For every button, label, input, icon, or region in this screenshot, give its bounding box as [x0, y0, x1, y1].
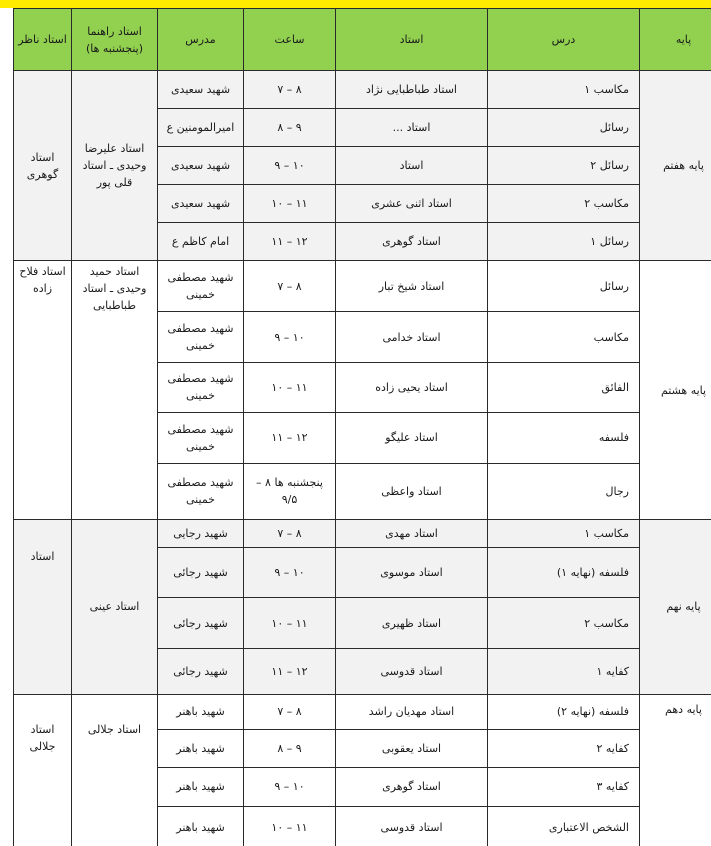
class-schedule-table	[13, 8, 711, 846]
subject-cell: مکاسب ۱	[488, 519, 640, 548]
subject-cell: مکاسب ۲	[488, 185, 640, 223]
teacher-cell: استاد قدوسی	[336, 649, 488, 694]
subject-cell: مکاسب ۱	[488, 71, 640, 109]
guide-cell: استاد عینی	[72, 519, 158, 694]
school-cell: شهید رجائی	[158, 649, 244, 694]
header-guide: استاد راهنما (پنجشنبه ها)	[72, 9, 158, 71]
school-cell: شهید رجایی	[158, 519, 244, 548]
teacher-cell: استاد گوهری	[336, 223, 488, 261]
school-cell: شهید مصطفی خمینی	[158, 464, 244, 520]
time-cell: ۹ – ۸	[244, 729, 336, 767]
school-cell: شهید مصطفی خمینی	[158, 311, 244, 362]
time-cell: ۸ – ۷	[244, 261, 336, 311]
time-cell: ۱۱ – ۱۰	[244, 185, 336, 223]
subject-cell: کفایه ۱	[488, 649, 640, 694]
teacher-cell: استاد ...	[336, 109, 488, 147]
teacher-cell: استاد ظهیری	[336, 597, 488, 648]
school-cell: شهید باهنر	[158, 767, 244, 806]
subject-cell: مکاسب ۲	[488, 597, 640, 648]
teacher-cell: استاد یحیی زاده	[336, 363, 488, 412]
time-cell: ۱۱ – ۱۰	[244, 597, 336, 648]
teacher-cell: استاد طباطبایی نژاد	[336, 71, 488, 109]
header-teacher: استاد	[336, 9, 488, 71]
grade-base-cell: پایه هشتم	[640, 261, 711, 519]
header-school: مدرس	[158, 9, 244, 71]
school-cell: شهید باهنر	[158, 806, 244, 846]
teacher-cell: استاد یعقوبی	[336, 729, 488, 767]
supervisor-cell: استاد جلالی	[14, 694, 72, 846]
teacher-cell: استاد مهدی	[336, 519, 488, 548]
school-cell: شهید مصطفی خمینی	[158, 412, 244, 463]
school-cell: شهید باهنر	[158, 694, 244, 729]
time-cell: ۱۱ – ۱۰	[244, 806, 336, 846]
subject-cell: کفایه ۳	[488, 767, 640, 806]
header-time: ساعت	[244, 9, 336, 71]
time-cell: ۱۰ – ۹	[244, 147, 336, 185]
teacher-cell: استاد قدوسی	[336, 806, 488, 846]
time-cell: ۹ – ۸	[244, 109, 336, 147]
school-cell: شهید رجائی	[158, 548, 244, 597]
time-cell: ۱۱ – ۱۰	[244, 363, 336, 412]
subject-cell: رجال	[488, 464, 640, 520]
time-cell: ۸ – ۷	[244, 71, 336, 109]
school-cell: شهید مصطفی خمینی	[158, 261, 244, 311]
subject-cell: الفائق	[488, 363, 640, 412]
guide-cell: استاد علیرضا وحیدی ـ استاد قلی پور	[72, 71, 158, 261]
subject-cell: رسائل	[488, 109, 640, 147]
time-cell: ۱۲ – ۱۱	[244, 412, 336, 463]
supervisor-cell: استاد فلاح زاده	[14, 261, 72, 519]
grade-group-7	[14, 71, 711, 261]
time-cell: ۱۰ – ۹	[244, 311, 336, 362]
subject-cell: فلسفه (نهایه ۲)	[488, 694, 640, 729]
table-row	[14, 694, 711, 729]
teacher-cell: استاد شیخ تبار	[336, 261, 488, 311]
grade-base-cell: پایه دهم	[640, 694, 711, 846]
subject-cell: رسائل ۲	[488, 147, 640, 185]
grade-group-8	[14, 261, 711, 519]
teacher-cell: استاد علیگو	[336, 412, 488, 463]
table-row	[14, 519, 711, 548]
time-cell: ۱۲ – ۱۱	[244, 223, 336, 261]
header-subject: درس	[488, 9, 640, 71]
time-cell: ۱۲ – ۱۱	[244, 649, 336, 694]
grade-group-9	[14, 519, 711, 694]
teacher-cell: استاد واعظی	[336, 464, 488, 520]
teacher-cell: استاد اثنی عشری	[336, 185, 488, 223]
subject-cell: فلسفه	[488, 412, 640, 463]
school-cell: امام کاظم ع	[158, 223, 244, 261]
supervisor-cell: استاد	[14, 519, 72, 694]
supervisor-cell: استاد گوهری	[14, 71, 72, 261]
header-supervisor: استاد ناظر	[14, 9, 72, 71]
header-row	[14, 9, 711, 71]
subject-cell: مکاسب	[488, 311, 640, 362]
teacher-cell: استاد گوهری	[336, 767, 488, 806]
guide-cell: استاد حمید وحیدی ـ استاد طباطبایی	[72, 261, 158, 519]
top-yellow-strip	[0, 0, 711, 8]
grade-base-cell: پایه نهم	[640, 519, 711, 694]
school-cell: شهید سعیدی	[158, 71, 244, 109]
school-cell: شهید رجائی	[158, 597, 244, 648]
grade-base-cell: پایه هفتم	[640, 71, 711, 261]
time-cell: ۱۰ – ۹	[244, 548, 336, 597]
table-row	[14, 71, 711, 109]
school-cell: امیرالمومنین ع	[158, 109, 244, 147]
subject-cell: الشخص الاعتباری	[488, 806, 640, 846]
subject-cell: رسائل ۱	[488, 223, 640, 261]
time-cell: ۱۰ – ۹	[244, 767, 336, 806]
subject-cell: رسائل	[488, 261, 640, 311]
teacher-cell: استاد خدامی	[336, 311, 488, 362]
school-cell: شهید سعیدی	[158, 185, 244, 223]
header-base: پایه	[640, 9, 711, 71]
school-cell: شهید سعیدی	[158, 147, 244, 185]
guide-cell: استاد جلالی	[72, 694, 158, 846]
subject-cell: فلسفه (نهایه ۱)	[488, 548, 640, 597]
subject-cell: کفایه ۲	[488, 729, 640, 767]
grade-group-10	[14, 694, 711, 846]
teacher-cell: استاد موسوی	[336, 548, 488, 597]
time-cell: ۸ – ۷	[244, 519, 336, 548]
table-row	[14, 261, 711, 311]
time-cell: پنجشنبه ها ۸ – ۹/۵	[244, 464, 336, 520]
school-cell: شهید باهنر	[158, 729, 244, 767]
school-cell: شهید مصطفی خمینی	[158, 363, 244, 412]
time-cell: ۸ – ۷	[244, 694, 336, 729]
teacher-cell: استاد مهدیان راشد	[336, 694, 488, 729]
teacher-cell: استاد	[336, 147, 488, 185]
